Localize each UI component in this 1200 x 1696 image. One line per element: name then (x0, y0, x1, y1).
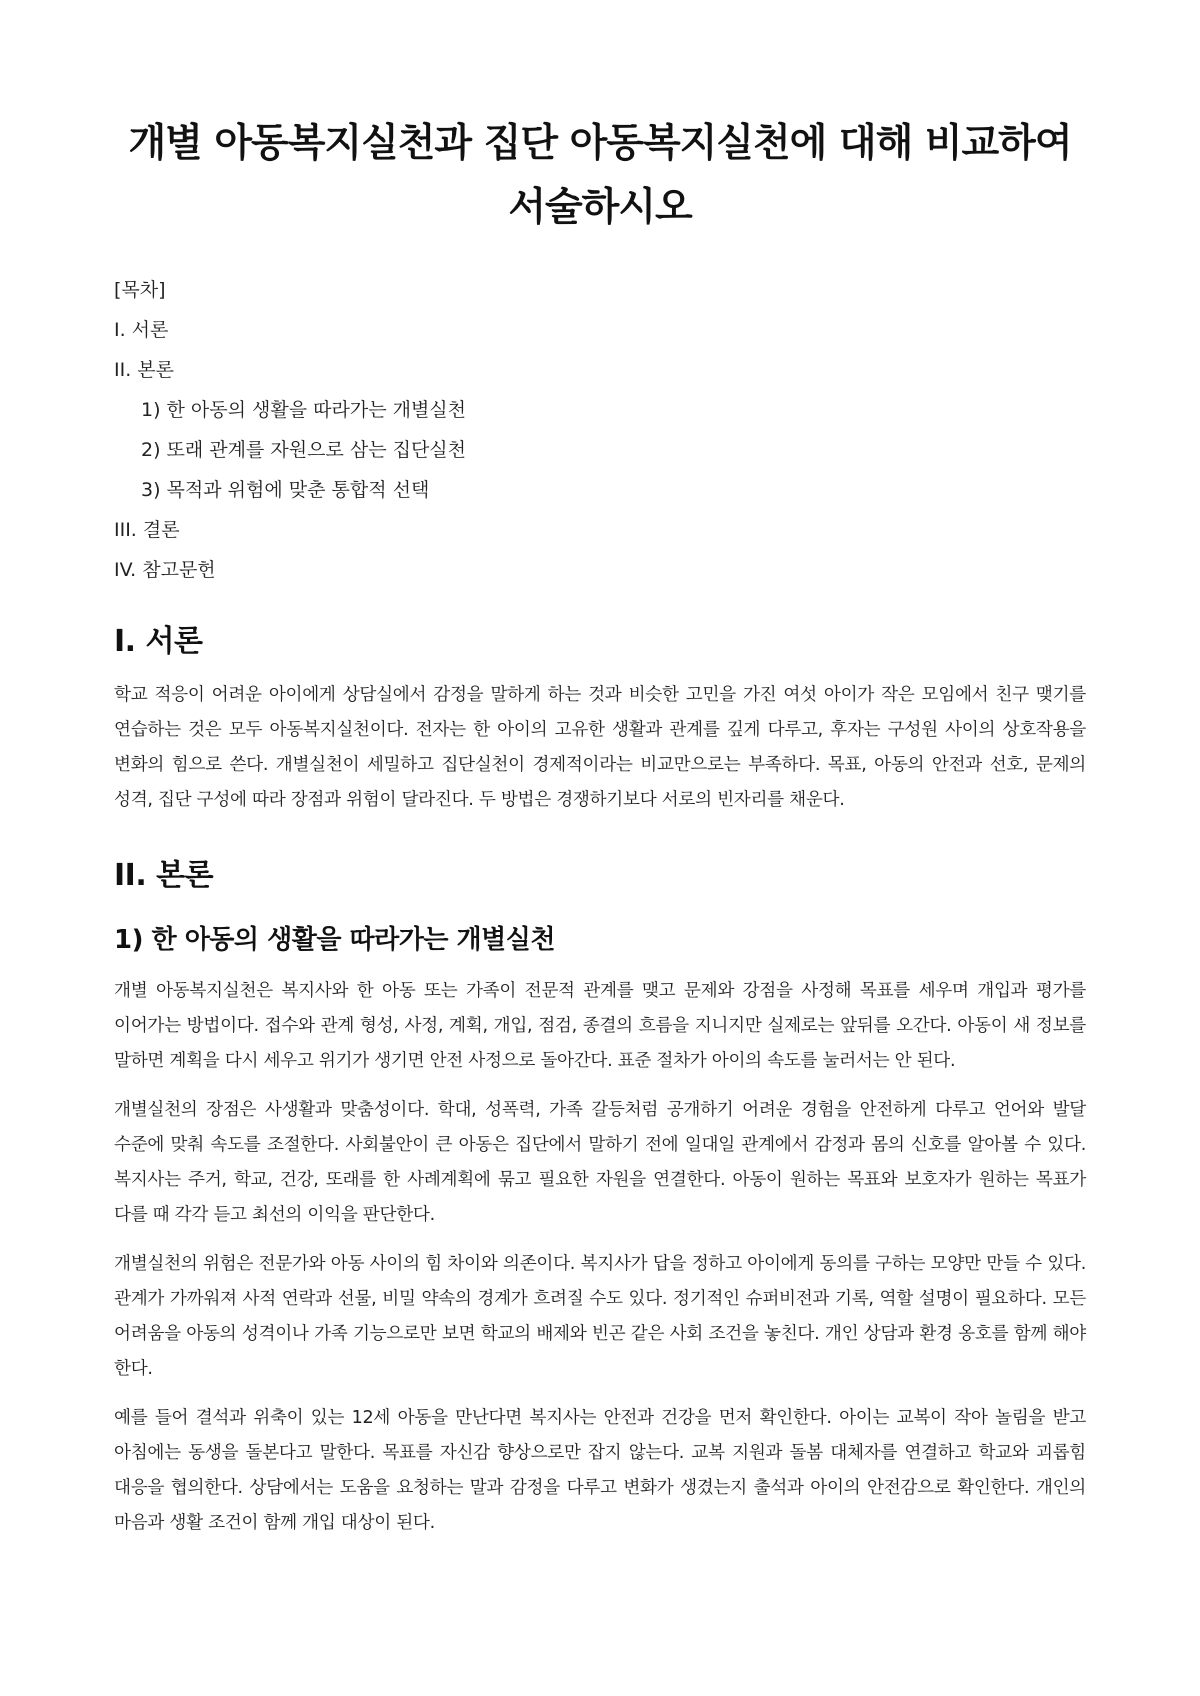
body-section (114, 854, 1086, 1541)
intro-heading: I. 서론 (114, 624, 203, 659)
intro-section (114, 620, 1086, 818)
body-paragraph: 개별실천의 위험은 전문가와 아동 사이의 힘 차이와 의존이다. 복지사가 답을 정하고 아이에게 동의를 구하는 모양만 만들 수 있다. 관계가 가까워져 사적 연락과 선물, 비밀 약속의 경계가 흐려질 수도 있다. 정기적인 슈퍼비전과 기록, 역할 설명이 필요하다. 모든 어려움을 아동의 성격이나 가족 기능으로만 보면 학교의 배제와 빈곤 같은 사회 조건을 놓친다. 개인 상담과 환경 옹호를 함께 해야 한다. (114, 1254, 1086, 1379)
subsection-heading-1: 1) 한 아동의 생활을 따라가는 개별실천 (114, 925, 555, 955)
toc-item-body-2: 2) 또래 관계를 자원으로 삼는 집단실천 (141, 439, 467, 461)
toc-item-intro: I. 서론 (114, 319, 169, 341)
body-paragraph: 개별 아동복지실천은 복지사와 한 아동 또는 가족이 전문적 관계를 맺고 문제와 강점을 사정해 목표를 세우며 개입과 평가를 이어가는 방법이다. 접수와 관계 형성, 사정, 계획, 개입, 점검, 종결의 흐름을 지니지만 실제로는 앞뒤를 오간다. 아동이 새 정보를 말하면 계획을 다시 세우고 위기가 생기면 안전 사정으로 돌아간다. 표준 절차가 아이의 속도를 눌러서는 안 된다. (114, 981, 1086, 1071)
toc-heading: [목차] (114, 279, 166, 301)
toc-item-conclusion: III. 결론 (114, 519, 180, 541)
body-paragraph: 예를 들어 결석과 위축이 있는 12세 아동을 만난다면 복지사는 안전과 건강을 먼저 확인한다. 아이는 교복이 작아 놀림을 받고 아침에는 동생을 돌본다고 말한다. 목표를 자신감 향상으로만 잡지 않는다. 교복 지원과 돌봄 대체자를 연결하고 학교와 괴롭힘 대응을 협의한다. 상담에서는 도움을 요청하는 말과 감정을 다루고 변화가 생겼는지 출석과 아이의 안전감으로 확인한다. 개인의 마음과 생활 조건이 함께 개입 대상이 된다. (114, 1408, 1086, 1533)
toc-item-references: IV. 참고문헌 (114, 559, 216, 581)
body-heading: II. 본론 (114, 858, 214, 893)
toc-item-body: II. 본론 (114, 359, 174, 381)
toc-item-body-3: 3) 목적과 위험에 맞춘 통합적 선택 (141, 479, 430, 501)
table-of-contents (114, 270, 1086, 590)
intro-paragraph: 학교 적응이 어려운 아이에게 상담실에서 감정을 말하게 하는 것과 비슷한 고민을 가진 여섯 아이가 작은 모임에서 친구 맺기를 연습하는 것은 모두 아동복지실천이다. 전자는 한 아이의 고유한 생활과 관계를 깊게 다루고, 후자는 구성원 사이의 상호작용을 변화의 힘으로 쓴다. 개별실천이 세밀하고 집단실천이 경제적이라는 비교만으로는 부족하다. 목표, 아동의 안전과 선호, 문제의 성격, 집단 구성에 따라 장점과 위험이 달라진다. 두 방법은 경쟁하기보다 서로의 빈자리를 채운다. (114, 685, 1087, 810)
toc-item-body-1: 1) 한 아동의 생활을 따라가는 개별실천 (141, 399, 467, 421)
body-paragraph: 개별실천의 장점은 사생활과 맞춤성이다. 학대, 성폭력, 가족 갈등처럼 공개하기 어려운 경험을 안전하게 다루고 언어와 발달 수준에 맞춰 속도를 조절한다. 사회불안이 큰 아동은 집단에서 말하기 전에 일대일 관계에서 감정과 몸의 신호를 알아볼 수 있다. 복지사는 주거, 학교, 건강, 또래를 한 사례계획에 묶고 필요한 자원을 연결한다. 아동이 원하는 목표와 보호자가 원하는 목표가 다를 때 각각 듣고 최선의 이익을 판단한다. (114, 1100, 1086, 1225)
document-title: 개별 아동복지실천과 집단 아동복지실천에 대해 비교하여 서술하시오 (128, 121, 1072, 230)
